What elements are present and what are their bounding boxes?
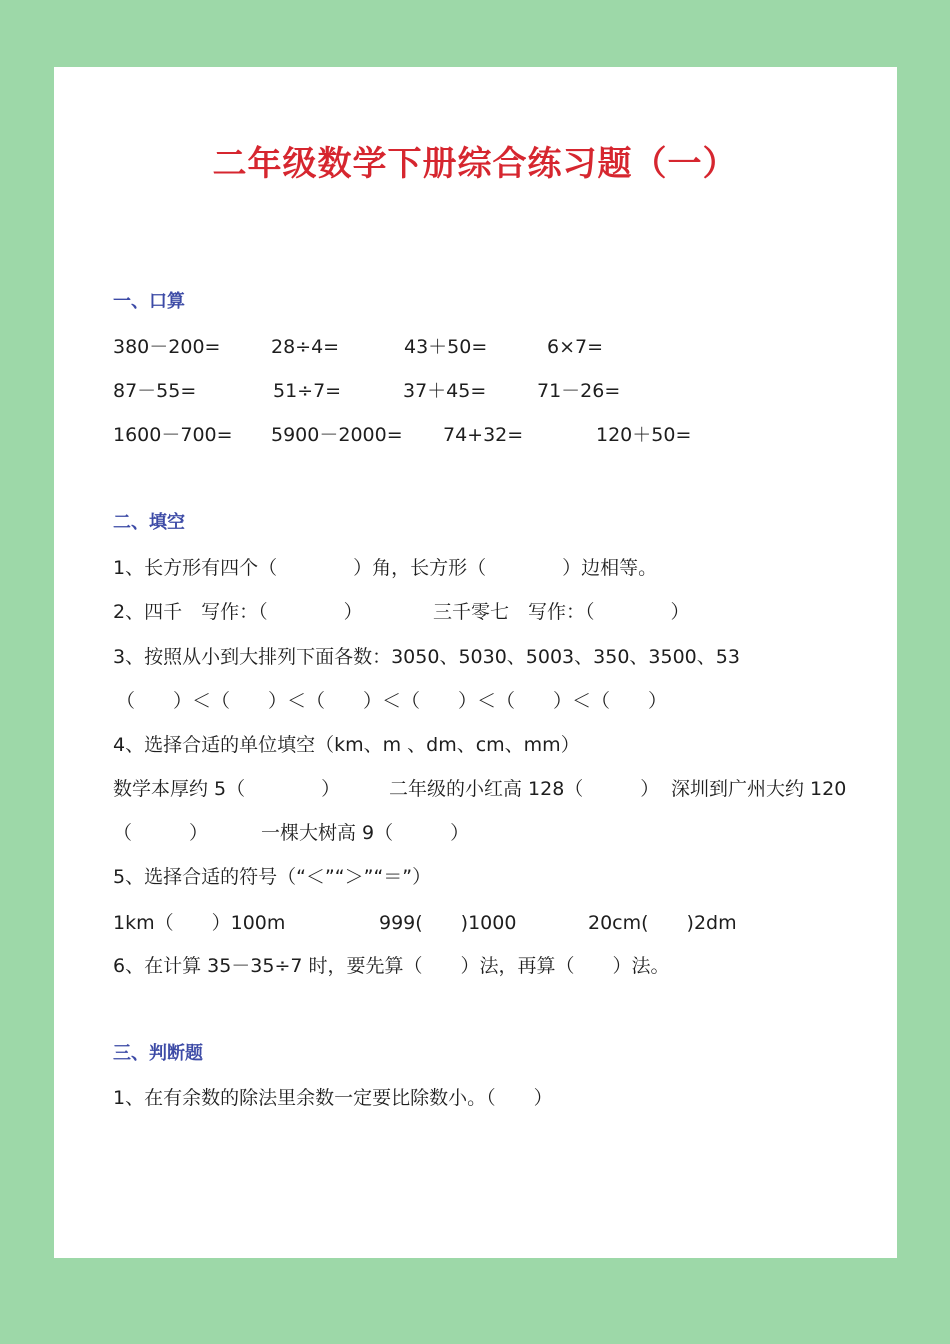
section-heading-oral-calculation: 一、口算 xyxy=(113,291,185,312)
oral-problem: 43＋50= xyxy=(404,336,488,358)
fill-question-5c: 20cm( )2dm xyxy=(588,912,737,934)
fill-question-4a: 数学本厚约 5（ ） xyxy=(113,778,341,800)
oral-problem: 87－55= xyxy=(113,380,197,402)
fill-question-3: 3、按照从小到大排列下面各数：3050、5030、5003、350、3500、53 xyxy=(113,646,740,668)
fill-question-4d: （ ） xyxy=(113,822,209,844)
fill-question-4c: 深圳到广州大约 120 xyxy=(671,778,847,800)
section-heading-fill-blanks: 二、填空 xyxy=(113,512,185,533)
section-heading-true-false: 三、判断题 xyxy=(113,1043,203,1064)
oral-problem: 51÷7= xyxy=(273,380,342,402)
fill-question-5: 5、选择合适的符号（“＜”“＞”“＝”） xyxy=(113,866,432,888)
fill-question-4b: 二年级的小红高 128（ ） xyxy=(389,778,660,800)
fill-question-2b: 三千零七 写作：（ ） xyxy=(433,601,690,623)
fill-question-3-blanks: （ ）＜（ ）＜（ ）＜（ ）＜（ ）＜（ ） xyxy=(116,690,668,712)
fill-question-4: 4、选择合适的单位填空（km、m 、dm、cm、mm） xyxy=(113,734,580,756)
fill-question-2a: 2、四千 写作：（ ） xyxy=(113,601,363,623)
oral-problem: 28÷4= xyxy=(271,336,340,358)
oral-problem: 37＋45= xyxy=(403,380,487,402)
oral-problem: 380－200= xyxy=(113,336,221,358)
fill-question-1: 1、长方形有四个（ ）角，长方形（ ）边相等。 xyxy=(113,557,658,579)
oral-problem: 6×7= xyxy=(547,336,604,358)
fill-question-5a: 1km（ ）100m xyxy=(113,912,286,934)
judge-question-1: 1、在有余数的除法里余数一定要比除数小。（ ） xyxy=(113,1087,553,1109)
fill-question-6: 6、在计算 35－35÷7 时，要先算（ ）法，再算（ ）法。 xyxy=(113,955,670,977)
fill-question-4e: 一棵大树高 9（ ） xyxy=(261,822,470,844)
oral-problem: 1600－700= xyxy=(113,424,233,446)
oral-problem: 74+32= xyxy=(443,424,524,446)
oral-problem: 71－26= xyxy=(537,380,621,402)
fill-question-5b: 999( )1000 xyxy=(379,912,517,934)
oral-problem: 120＋50= xyxy=(596,424,692,446)
oral-problem: 5900－2000= xyxy=(271,424,403,446)
worksheet-title: 二年级数学下册综合练习题（一） xyxy=(212,144,738,184)
